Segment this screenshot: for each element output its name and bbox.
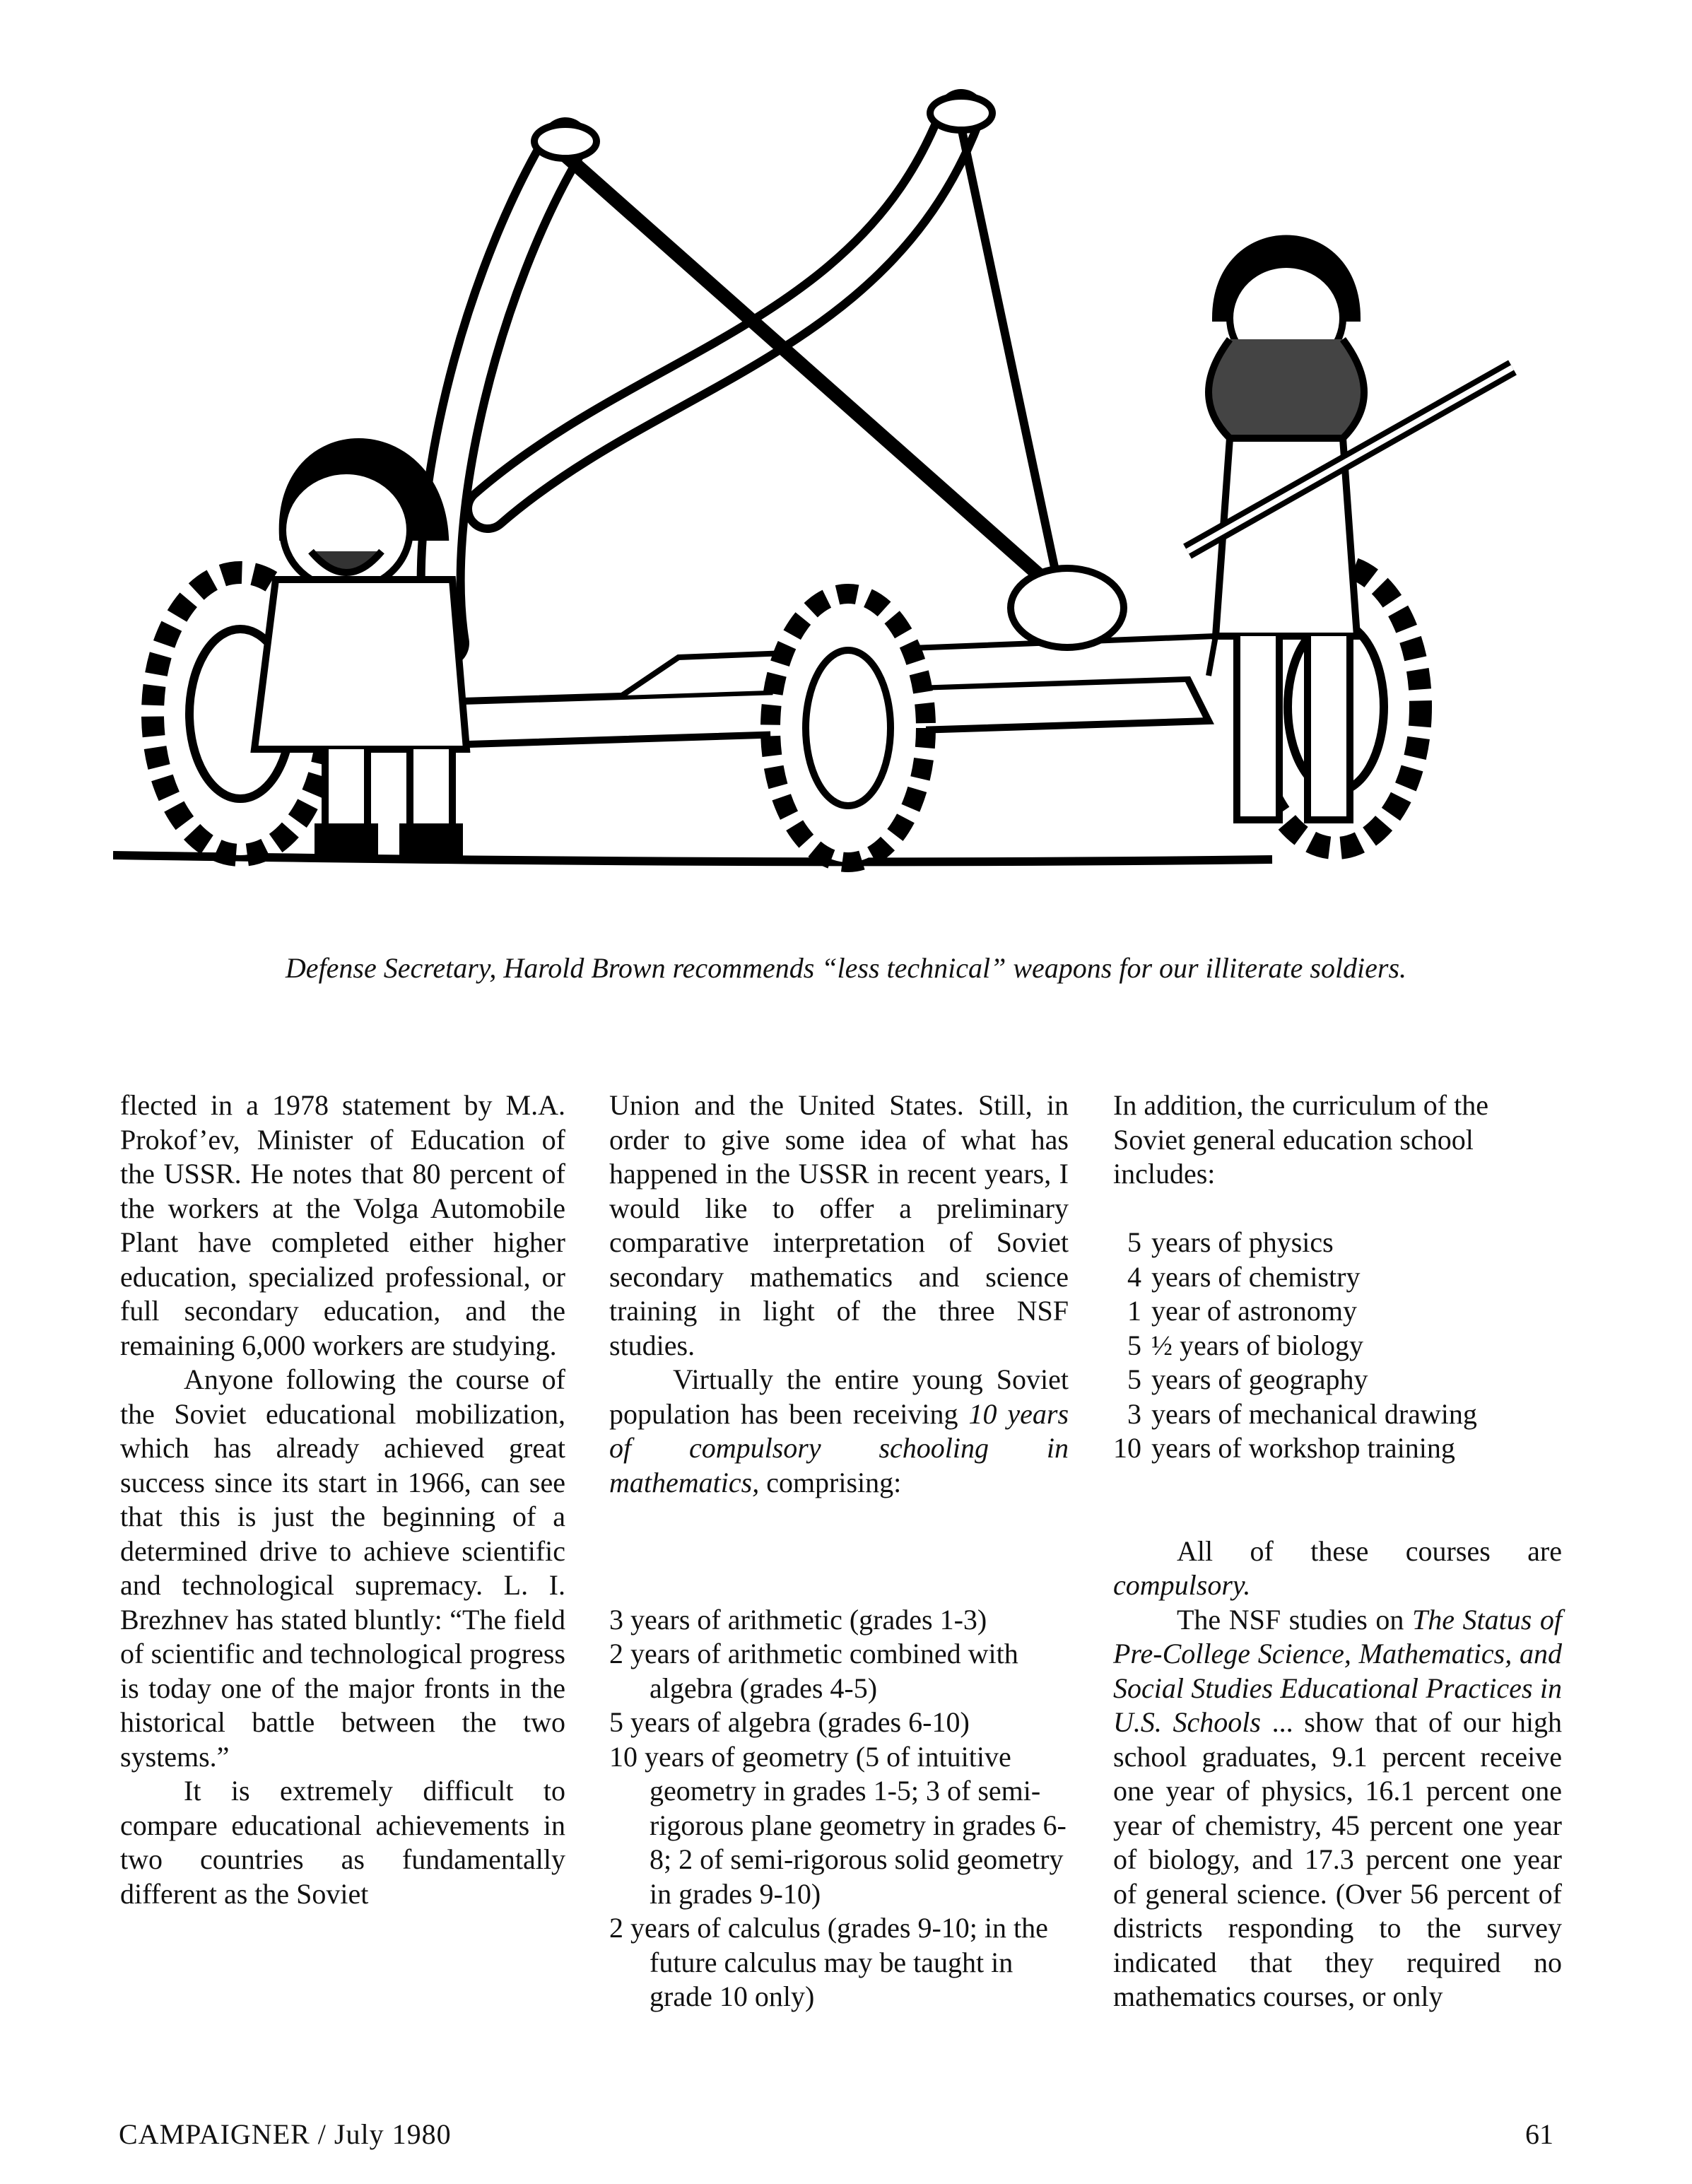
paragraph-text: All of these courses are [1177,1534,1562,1567]
course-item: 5 ½ years of biology [1127,1329,1363,1361]
course-list [1113,1226,1562,1466]
emphasis-text: 10 years of compulsory schooling in mathematics, [609,1397,1069,1498]
paragraph: flected in a 1978 statement by M.A. Prokof’ev, Minister of Education of the USSR. He notes that 80 percent of the workers at the Volga Automobile Plant have completed either higher education, specialized professional, or full secondary education, and the remaining 6,000 workers are studying. [120,1089,565,1361]
paragraph: Union and the United States. Still, in order to give some idea of what has happened in the USSR in recent years, I would like to offer a preliminary comparative interpretation of Soviet secondary mathematics and science training in light of the three NSF studies. [609,1089,1069,1361]
column-3 [1113,1088,1562,2014]
paragraph: In addition, the curriculum of the Soviet general education school includes: [1113,1089,1488,1190]
math-list-item: 2 years of arithmetic combined with algebra (grades 4-5) [609,1638,1018,1704]
paragraph: Anyone following the course of the Soviet educational mobilization, which has already achieved great success since its start in 1966, can see that this is just the beginning of a determined drive to achieve scientific and technological supremacy. L. I. Brezhnev has stated bluntly: “The field of scientific and technological progress is today one of the major fronts in the historical battle between the two systems.” [120,1363,565,1773]
study-title: The Status of Pre-College Science, Mathematics, and Social Studies Educational Practices in U.S. Schools [1113,1603,1563,1738]
course-item: 10 years of workshop training [1113,1432,1455,1464]
math-list-item: 5 years of algebra (grades 6-10) [609,1706,970,1738]
paragraph-text: comprising: [766,1466,902,1498]
paragraph-text: The NSF studies on [1177,1603,1404,1636]
math-list-item: 10 years of geometry (5 of intuitive geometry in grades 1-5; 3 of semi-rigorous plane geometry in grades 6-8; 2 of semi-rigorous solid geometry in grades 9-10) [609,1740,1067,1910]
emphasis-text: compulsory. [1113,1569,1251,1601]
course-item: 5 years of geography [1127,1363,1368,1395]
column-1 [120,1088,565,1911]
paragraph [1113,1534,1562,1603]
slingshot-cart-drawing [113,85,1583,947]
course-item: 3 years of mechanical drawing [1127,1397,1477,1430]
math-list-item: 2 years of calculus (grades 9-10; in the future calculus may be taught in grade 10 only) [609,1912,1048,2012]
column-2 [609,1088,1069,2014]
paragraph-text: Virtually the entire young Soviet population has been receiving [609,1363,1069,1430]
paragraph [609,1363,1069,1500]
illustration-caption: Defense Secretary, Harold Brown recommends “less technical” weapons for our illiterate soldiers. [285,952,1407,984]
cartoon-illustration [113,85,1583,947]
paragraph: It is extremely difficult to compare educational achievements in two countries as fundamentally different as the Soviet [120,1775,565,1910]
publication-footer: CAMPAIGNER / July 1980 [119,2118,452,2150]
course-item: 4 years of chemistry [1127,1260,1361,1293]
math-list-item: 3 years of arithmetic (grades 1-3) [609,1603,987,1636]
course-item: 1 year of astronomy [1127,1295,1358,1327]
paragraph-text: ... show that of our high school graduates, 9.1 percent receive one year of physics, 16.1 percent one year of chemistry, 45 percent one year of biology, and 17.3 percent one year of general science. (Over 56 percent of districts responding to the survey indicated that they required no mathematics courses, or only [1113,1706,1562,2012]
course-item: 5 years of physics [1127,1226,1334,1258]
page-number: 61 [1525,2118,1553,2150]
paragraph [1113,1603,1562,2014]
